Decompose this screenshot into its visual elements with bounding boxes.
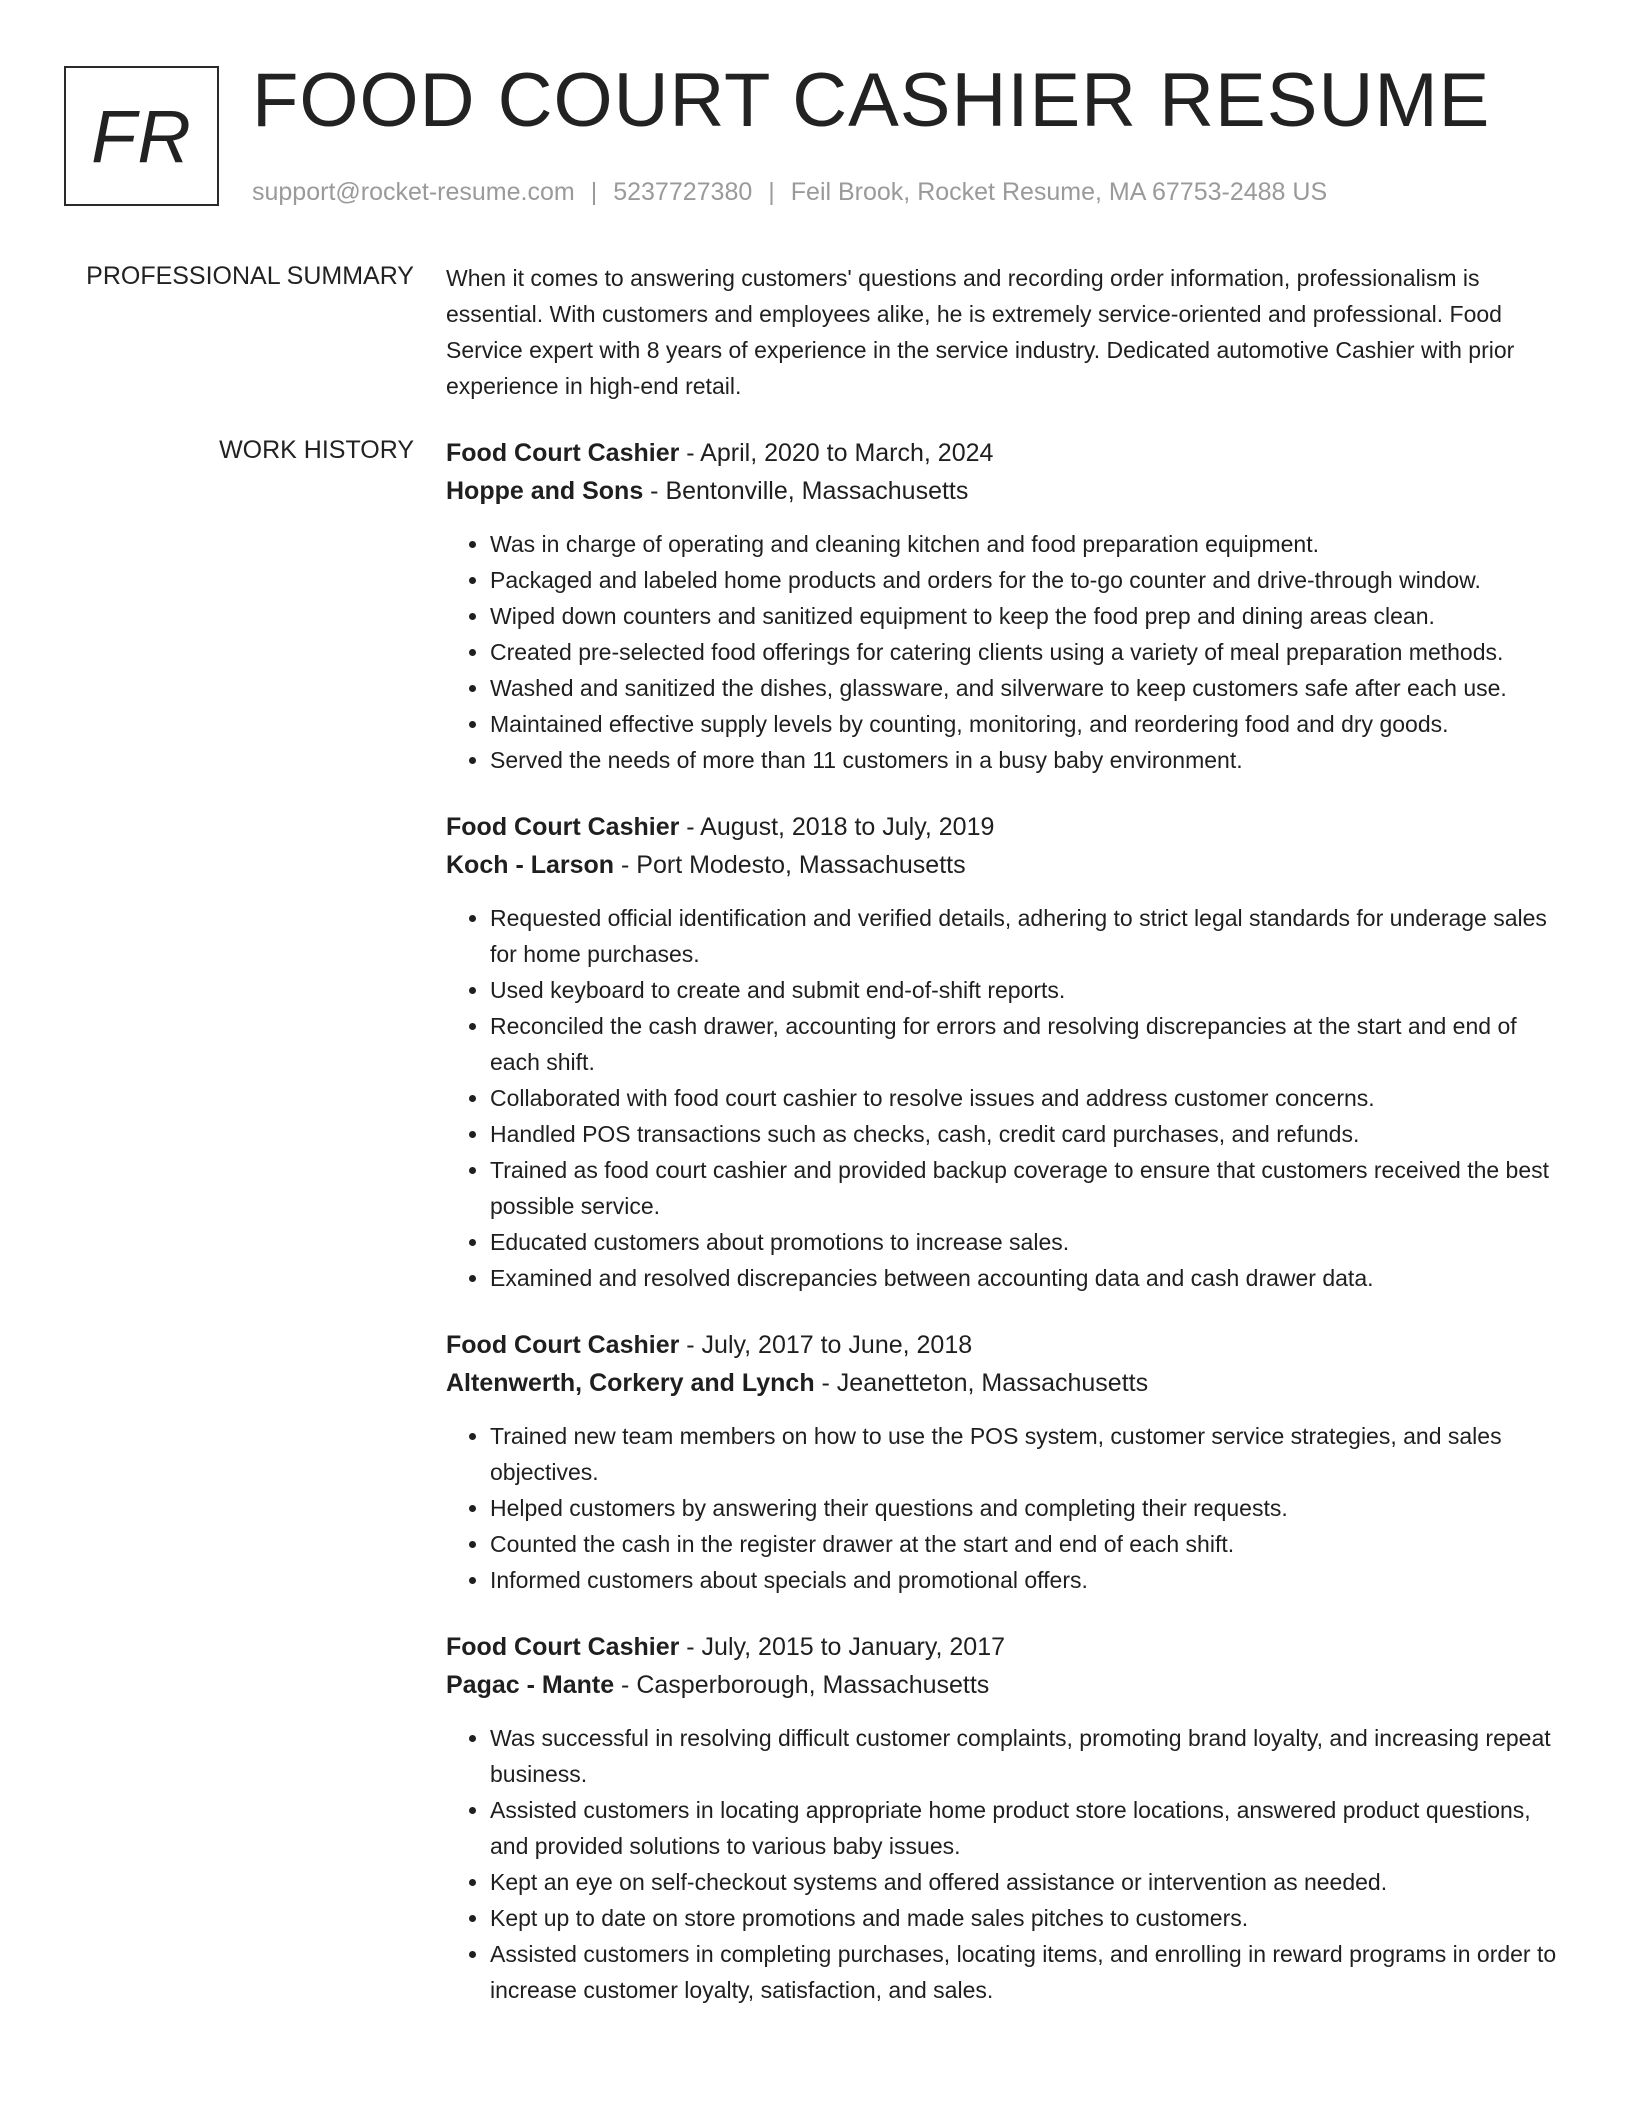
- job-title-line: [446, 1326, 1566, 1364]
- job-title-line: [446, 434, 1566, 472]
- job-bullets: [446, 1720, 1566, 2008]
- job-bullet: • Trained new team members on how to use the POS system, customer service strategies, and sales objectives.: [490, 1418, 1566, 1490]
- job-company: Hoppe and Sons: [446, 477, 644, 505]
- job-entry: [446, 1326, 1566, 1598]
- job-bullet: • Wiped down counters and sanitized equipment to keep the food prep and dining areas clean.: [490, 598, 1566, 634]
- job-bullet: • Collaborated with food court cashier to resolve issues and address customer concerns.: [490, 1080, 1566, 1116]
- job-bullet: • Washed and sanitized the dishes, glassware, and silverware to keep customers safe after each use.: [490, 670, 1566, 706]
- job-bullet: • Helped customers by answering their questions and completing their requests.: [490, 1490, 1566, 1526]
- job-title: Food Court Cashier: [446, 439, 680, 467]
- job-bullet: • Assisted customers in completing purchases, locating items, and enrolling in reward programs in order to increase customer loyalty, satisfaction, and sales.: [490, 1936, 1566, 2008]
- job-dates: - July, 2017 to June, 2018: [679, 1331, 973, 1359]
- job-company-line: [446, 1666, 1566, 1704]
- job-title-line: [446, 808, 1566, 846]
- job-bullet: • Educated customers about promotions to increase sales.: [490, 1224, 1566, 1260]
- job-bullet: • Kept an eye on self-checkout systems and offered assistance or intervention as needed.: [490, 1864, 1566, 1900]
- monogram: FR: [64, 66, 219, 206]
- job-company-line: [446, 1364, 1566, 1402]
- contact-separator: |: [768, 178, 775, 206]
- job-bullet: • Counted the cash in the register drawer at the start and end of each shift.: [490, 1526, 1566, 1562]
- job-bullet: • Packaged and labeled home products and orders for the to-go counter and drive-through window.: [490, 562, 1566, 598]
- summary-label: PROFESSIONAL SUMMARY: [86, 262, 414, 290]
- job-dates: - August, 2018 to July, 2019: [679, 813, 995, 841]
- job-bullet: • Created pre-selected food offerings for catering clients using a variety of meal preparation methods.: [490, 634, 1566, 670]
- job-entry: [446, 808, 1566, 1296]
- job-bullet: • Reconciled the cash drawer, accounting for errors and resolving discrepancies at the start and end of each shift.: [490, 1008, 1566, 1080]
- job-location: - Casperborough, Massachusetts: [614, 1671, 990, 1699]
- job-company: Koch - Larson: [446, 851, 615, 879]
- job-bullet: • Examined and resolved discrepancies between accounting data and cash drawer data.: [490, 1260, 1566, 1296]
- contact-email[interactable]: support@rocket-resume.com: [252, 178, 575, 206]
- job-dates: - April, 2020 to March, 2024: [679, 439, 994, 467]
- job-bullet: • Was successful in resolving difficult customer complaints, promoting brand loyalty, and increasing repeat business.: [490, 1720, 1566, 1792]
- job-bullet: • Maintained effective supply levels by counting, monitoring, and reordering food and dry goods.: [490, 706, 1566, 742]
- job-bullets: [446, 900, 1566, 1296]
- summary-text: When it comes to answering customers' questions and recording order information, professionalism is essential. With customers and employees alike, he is extremely service-oriented and professional. Food Service expert with 8 years of experience in the service industry. Dedicated automotive Cashier with prior experience in high-end retail.: [446, 265, 1515, 399]
- job-bullet: • Handled POS transactions such as checks, cash, credit card purchases, and refunds.: [490, 1116, 1566, 1152]
- job-bullet: • Requested official identification and verified details, adhering to strict legal standards for underage sales for home purchases.: [490, 900, 1566, 972]
- contact-address: Feil Brook, Rocket Resume, MA 67753-2488 US: [790, 178, 1328, 206]
- job-bullet: • Informed customers about specials and promotional offers.: [490, 1562, 1566, 1598]
- contact-separator: |: [590, 178, 598, 206]
- job-bullet: • Was in charge of operating and cleaning kitchen and food preparation equipment.: [490, 526, 1566, 562]
- job-bullet: • Used keyboard to create and submit end-of-shift reports.: [490, 972, 1566, 1008]
- job-dates: - July, 2015 to January, 2017: [679, 1633, 1006, 1661]
- contact-phone[interactable]: 5237727380: [613, 178, 753, 206]
- job-bullet: • Kept up to date on store promotions and made sales pitches to customers.: [490, 1900, 1566, 1936]
- job-title: Food Court Cashier: [446, 1331, 680, 1359]
- job-company-line: [446, 846, 1566, 884]
- job-company: Altenwerth, Corkery and Lynch: [446, 1369, 815, 1397]
- job-bullet: • Trained as food court cashier and provided backup coverage to ensure that customers received the best possible service.: [490, 1152, 1566, 1224]
- contact-line: [252, 176, 1327, 208]
- job-entry: [446, 434, 1566, 778]
- job-title: Food Court Cashier: [446, 813, 680, 841]
- job-entry: [446, 1628, 1566, 2008]
- job-location: - Jeanetteton, Massachusetts: [814, 1369, 1149, 1397]
- job-bullet: • Assisted customers in locating appropriate home product store locations, answered product questions, and provided solutions to various baby issues.: [490, 1792, 1566, 1864]
- resume-title: FOOD COURT CASHIER RESUME: [252, 58, 1491, 143]
- work-history: [446, 434, 1566, 2038]
- job-bullet: • Served the needs of more than 11 customers in a busy baby environment.: [490, 742, 1566, 778]
- job-company: Pagac - Mante: [446, 1671, 615, 1699]
- job-location: - Bentonville, Massachusetts: [643, 477, 969, 505]
- job-title: Food Court Cashier: [446, 1633, 680, 1661]
- job-location: - Port Modesto, Massachusetts: [614, 851, 966, 879]
- job-bullets: [446, 1418, 1566, 1598]
- job-title-line: [446, 1628, 1566, 1666]
- work-history-label: WORK HISTORY: [219, 436, 414, 464]
- job-company-line: [446, 472, 1566, 510]
- job-bullets: [446, 526, 1566, 778]
